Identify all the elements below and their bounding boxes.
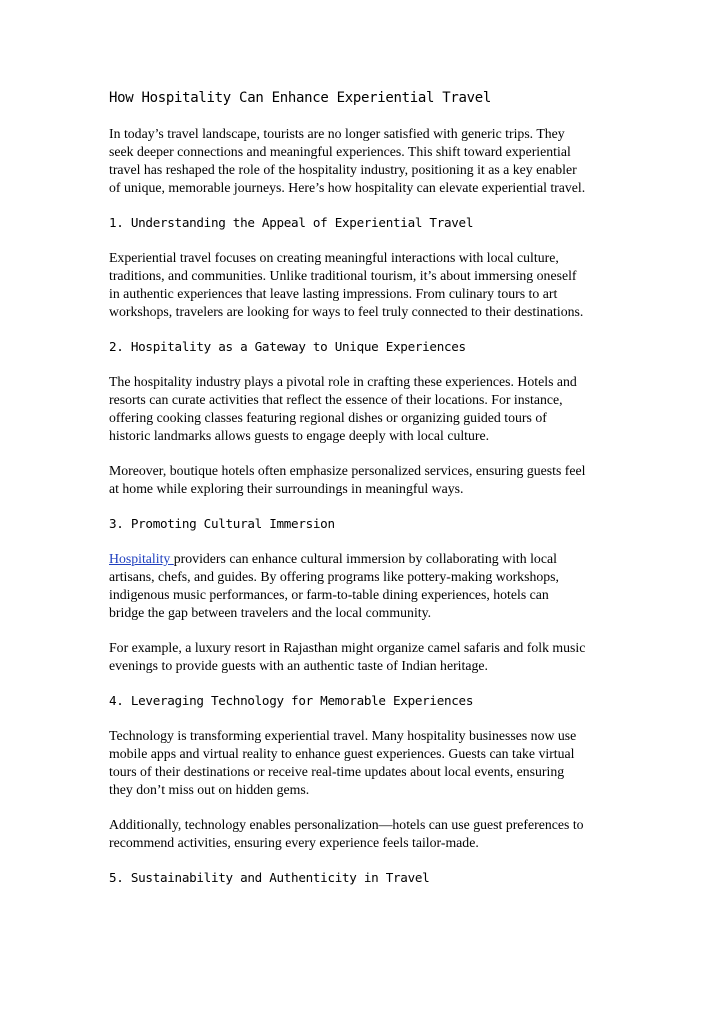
text-line: In today’s travel landscape, tourists are no longer satisfied with generic trips. They <box>109 126 565 141</box>
text-line: they don’t miss out on hidden gems. <box>109 782 310 797</box>
page-title: How Hospitality Can Enhance Experiential Travel <box>109 90 492 106</box>
text-line-rest: providers can enhance cultural immersion by collaborating with local <box>173 551 557 566</box>
text-line: offering cooking classes featuring regional dishes or organizing guided tours of <box>109 410 547 425</box>
section-heading: 5. Sustainability and Authenticity in Travel <box>109 870 430 885</box>
text-line: resorts can curate activities that reflect the essence of their locations. For instance, <box>109 392 563 407</box>
section-heading: 1. Understanding the Appeal of Experiential Travel <box>109 215 474 230</box>
text-line: Moreover, boutique hotels often emphasize personalized services, ensuring guests feel <box>109 463 586 478</box>
section-paragraph <box>109 249 614 321</box>
text-line: of unique, memorable journeys. Here’s how hospitality can elevate experiential travel. <box>109 180 586 195</box>
text-line: The hospitality industry plays a pivotal role in crafting these experiences. Hotels and <box>109 374 577 389</box>
section-heading: 2. Hospitality as a Gateway to Unique Experiences <box>109 339 466 354</box>
text-line: Additionally, technology enables personalization—hotels can use guest preferences to <box>109 817 584 832</box>
text-line: Technology is transforming experiential travel. Many hospitality businesses now use <box>109 728 577 743</box>
text-line <box>109 550 614 568</box>
text-line: mobile apps and virtual reality to enhance guest experiences. Guests can take virtual <box>109 746 575 761</box>
text-line: traditions, and communities. Unlike traditional tourism, it’s about immersing oneself <box>109 268 577 283</box>
text-line: bridge the gap between travelers and the local community. <box>109 605 432 620</box>
text-line: at home while exploring their surroundings in meaningful ways. <box>109 481 464 496</box>
intro-paragraph <box>109 125 614 197</box>
text-line: historic landmarks allows guests to engage deeply with local culture. <box>109 428 490 443</box>
section-paragraph <box>109 373 614 445</box>
section-paragraph <box>109 816 614 852</box>
text-line: artisans, chefs, and guides. By offering programs like pottery-making workshops, <box>109 569 559 584</box>
section-paragraph <box>109 727 614 799</box>
section-heading: 4. Leveraging Technology for Memorable Experiences <box>109 693 474 708</box>
text-line: seek deeper connections and meaningful experiences. This shift toward experiential <box>109 144 571 159</box>
text-line: indigenous music performances, or farm-to-table dining experiences, hotels can <box>109 587 549 602</box>
text-line: evenings to provide guests with an authentic taste of Indian heritage. <box>109 658 488 673</box>
hospitality-link[interactable]: Hospitality <box>109 551 174 566</box>
document-body <box>109 88 614 904</box>
text-line: tours of their destinations or receive real-time updates about local events, ensuring <box>109 764 565 779</box>
text-line: recommend activities, ensuring every experience feels tailor-made. <box>109 835 479 850</box>
text-line: travel has reshaped the role of the hospitality industry, positioning it as a key enabler <box>109 162 577 177</box>
section-heading: 3. Promoting Cultural Immersion <box>109 516 335 531</box>
section-paragraph <box>109 462 614 498</box>
text-line: in authentic experiences that leave lasting impressions. From culinary tours to art <box>109 286 558 301</box>
text-line: Experiential travel focuses on creating meaningful interactions with local culture, <box>109 250 559 265</box>
section-paragraph <box>109 550 614 622</box>
section-paragraph <box>109 639 614 675</box>
text-line: For example, a luxury resort in Rajasthan might organize camel safaris and folk music <box>109 640 586 655</box>
text-line: workshops, travelers are looking for ways to feel truly connected to their destinations. <box>109 304 584 319</box>
